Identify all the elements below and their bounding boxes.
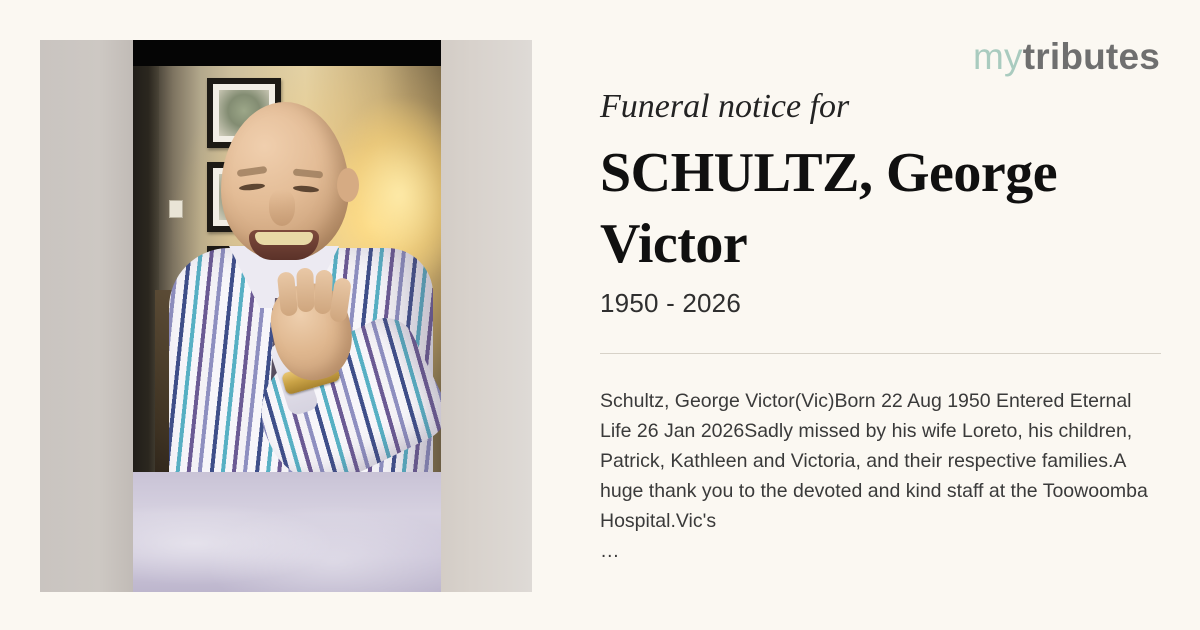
- ear: [337, 168, 359, 202]
- photo-subject-area: [133, 40, 441, 592]
- logo-tributes-text: tributes: [1022, 36, 1160, 77]
- life-dates: 1950 - 2026: [600, 288, 741, 318]
- divider: [600, 353, 1161, 354]
- notice-body: Schultz, George Victor(Vic)Born 22 Aug 1950 Entered Eternal Life 26 Jan 2026Sadly missed by his wife Loreto, his children, Patrick, Kathleen and Victoria, and their respective families.A huge thank you to the devoted and kind staff at the Toowoomba Hospital.Vic's: [600, 390, 1148, 532]
- smiling-mouth: [249, 230, 319, 260]
- portrait-photo: [40, 40, 532, 592]
- mytributes-logo[interactable]: [973, 36, 1160, 78]
- notice-content: [560, 0, 1200, 630]
- logo-my-text: my: [972, 36, 1023, 77]
- deceased-name: SCHULTZ, George Victor: [600, 142, 1058, 275]
- photo-column: [0, 0, 560, 630]
- finger: [296, 268, 315, 313]
- bed-foreground: [133, 472, 441, 592]
- notice-truncation: …: [600, 540, 620, 562]
- teeth: [255, 232, 313, 245]
- notice-eyebrow: Funeral notice for: [600, 88, 850, 125]
- nose: [269, 190, 295, 226]
